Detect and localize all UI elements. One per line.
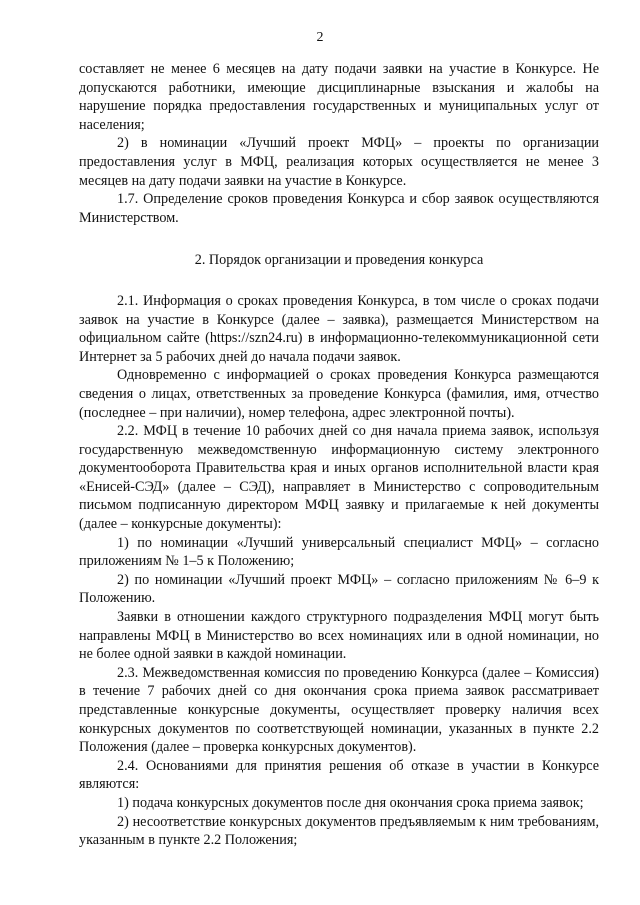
list-item: 1) по номинации «Лучший универсальный специалист МФЦ» – согласно приложениям № 1–5 к Положению; <box>79 534 599 570</box>
list-item: 1) подача конкурсных документов после дня окончания срока приема заявок; <box>117 794 584 811</box>
paragraph: 2) в номинации «Лучший проект МФЦ» – проекты по организации предоставления услуг в МФЦ, реализация которых осуществляется не менее 3 месяцев на дату подачи заявки на участие в Конкурсе. <box>79 135 599 189</box>
document-body <box>79 60 599 850</box>
list-item: 2) несоответствие конкурсных документов предъявляемым к ним требованиям, указанным в пункте 2.2 Положения; <box>79 813 599 849</box>
paragraph: 1.7. Определение сроков проведения Конкурса и сбор заявок осуществляются Министерством. <box>79 191 599 226</box>
paragraph: 2.1. Информация о сроках проведения Конкурса, в том числе о сроках подачи заявок на участие в Конкурсе (далее – заявка), размещается Министерством на официальном сайте (https://szn24.ru) в информационно-телекоммуникационной сети Интернет за 5 рабочих дней до начала подачи заявок. <box>79 292 599 365</box>
paragraph: Заявки в отношении каждого структурного подразделения МФЦ могут быть направлены МФЦ в Министерство во всех номинациях или в одной номинации, но не более одной заявки в каждой номинации. <box>79 609 599 663</box>
paragraph: 2.4. Основаниями для принятия решения об отказе в участии в Конкурсе являются: <box>79 757 599 793</box>
paragraph: Одновременно с информацией о сроках проведения Конкурса размещаются сведения о лицах, ответственных за проведение Конкурса (фамилия, имя, отчество (последнее – при наличии), номер телефона, адрес электронной почты). <box>79 367 599 421</box>
section-heading: 2. Порядок организации и проведения конкурса <box>194 252 484 269</box>
paragraph: 2.2. МФЦ в течение 10 рабочих дней со дня начала приема заявок, используя государственную межведомственную информационную систему электронного документооборота Правительства края и иных органов исполнительной власти края «Енисей-СЭД» (далее – СЭД), направляет в Министерство с сопроводительным письмом подписанную директором МФЦ заявку и прилагаемые к ней документы (далее – конкурсные документы): <box>79 423 599 533</box>
paragraph: составляет не менее 6 месяцев на дату подачи заявки на участие в Конкурсе. Не допускаются работники, имеющие дисциплинарные взыскания и жалобы на нарушение порядка предоставления государственных и муниципальных услуг от населения; <box>79 61 599 133</box>
list-item: 2) по номинации «Лучший проект МФЦ» – согласно приложениям № 6–9 к Положению. <box>79 571 599 607</box>
paragraph: 2.3. Межведомственная комиссия по проведению Конкурса (далее – Комиссия) в течение 7 рабочих дней со дня окончания срока приема заявок рассматривает представленные конкурсные документы, осуществляет проверку наличия всех конкурсных документов по соответствующей номинации, указанных в пункте 2.2 Положения (далее – проверка конкурсных документов). <box>79 664 599 756</box>
page-number: 2 <box>316 30 324 45</box>
